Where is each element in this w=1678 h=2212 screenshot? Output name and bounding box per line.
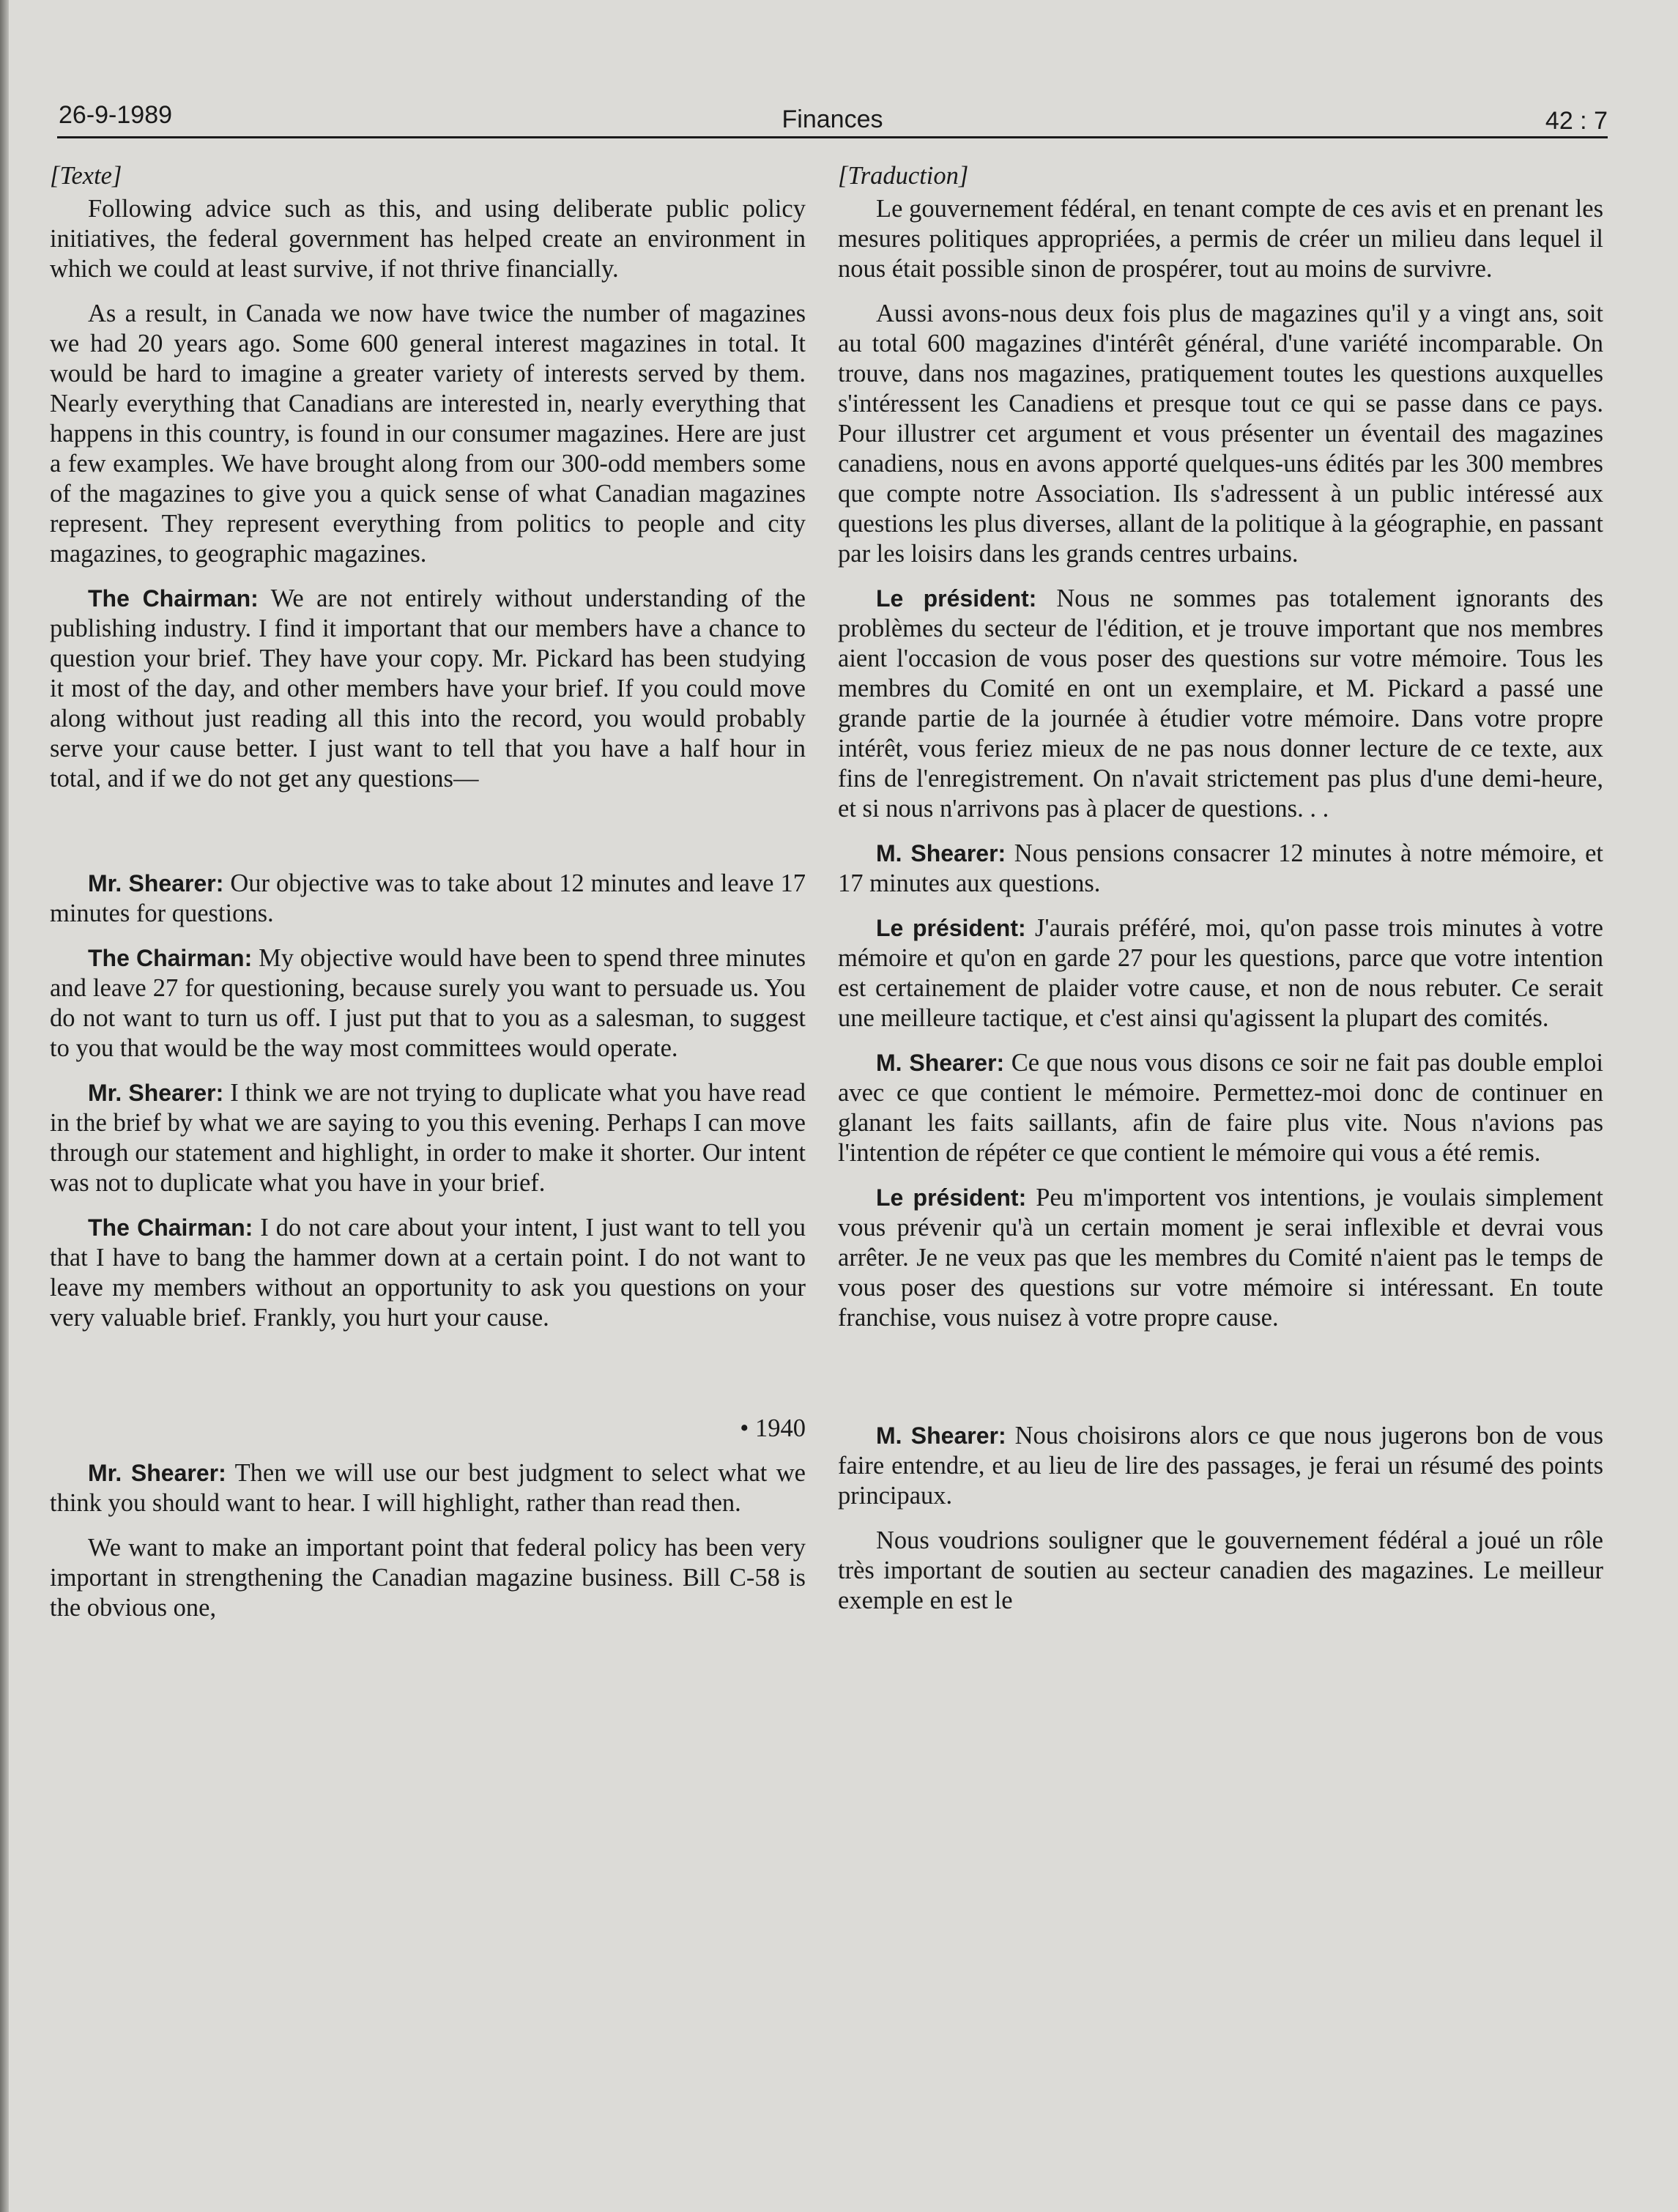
speaker-name: Le président:: [876, 585, 1037, 612]
paragraph: Following advice such as this, and using deliberate public policy initiatives, the federal government has helped create an environment in which we could at least survive, if not thrive financially.: [50, 195, 806, 283]
speech-paragraph: [50, 584, 806, 794]
paragraph: As a result, in Canada we now have twice the number of magazines we had 20 years ago. Some 600 general interest magazines in total. It would be hard to imagine a greater variety of interests served by them. Nearly everything that Canadians are interested in, nearly everything that happens in this country, is found in our consumer magazines. Here are just a few examples. We have brought along from our 300-odd members some of the magazines to give you a quick sense of what Canadian magazines represent. They represent everything from politics to people and city magazines, to geographic magazines.: [50, 300, 806, 568]
speech-paragraph: [838, 1183, 1603, 1333]
header-rule: [57, 136, 1608, 138]
speech-text: Then we will use our best judgment to select what we think you should want to hear. I will highlight, rather than read then.: [50, 1459, 806, 1517]
speech-text: Peu m'importent vos intentions, je voulais simplement vous prévenir qu'à un certain moment je serai inflexible et devrai vous arrêter. Je ne veux pas que les membres du Comité n'aient pas le temps de vous poser des questions sur votre mémoire si intéressant. En toute franchise, vous nuisez à votre propre cause.: [838, 1184, 1604, 1332]
speech-text: Nous choisirons alors ce que nous jugerons bon de vous faire entendre, et au lieu de lire des passages, je ferai un résumé des points principaux.: [838, 1422, 1604, 1510]
speech-paragraph: [50, 1213, 806, 1333]
speaker-name: M. Shearer:: [876, 1050, 1005, 1076]
speech-paragraph: [838, 839, 1603, 899]
speech-text: My objective would have been to spend three minutes and leave 27 for questioning, because surely you want to persuade us. You do not want to turn us off. I just put that to you as a salesman, to suggest to you that would be the way most committees would operate.: [50, 944, 806, 1062]
label-text: Texte: [59, 162, 112, 190]
speech-text: Our objective was to take about 12 minutes and leave 17 minutes for questions.: [50, 869, 806, 927]
speaker-name: Le président:: [876, 1184, 1027, 1211]
speaker-name: Mr. Shearer:: [88, 1460, 226, 1486]
binding-edge: [0, 0, 9, 2212]
speech-paragraph: [50, 869, 806, 929]
speech-paragraph: [50, 1078, 806, 1198]
speech-paragraph: [838, 584, 1603, 824]
speaker-name: The Chairman:: [88, 945, 253, 971]
speaker-name: Le président:: [876, 915, 1026, 941]
paragraph: Aussi avons-nous deux fois plus de magazines qu'il y a vingt ans, soit au total 600 magazines d'intérêt général, d'une variété incomparable. On trouve, dans nos magazines, pratiquement toutes les questions auxquelles s'intéressent les Canadiens et presque tout ce qui se passe dans ce pays. Pour illustrer cet argument et vous présenter un éventail des magazines canadiens, nous en avons apporté quelques-uns édités par les 300 membres que compte notre Association. Ils s'adressent à un public intéressé aux questions les plus diverses, allant de la politique à la géographie, en passant par les loisirs dans les grands centres urbains.: [838, 300, 1603, 568]
header-date: 26-9-1989: [59, 101, 173, 129]
speaker-name: Mr. Shearer:: [88, 870, 224, 897]
header-page-number: 42 : 7: [1545, 107, 1608, 135]
speech-text: I do not care about your intent, I just want to tell you that I have to bang the hammer down at a certain point. I do not want to leave my members without an opportunity to ask you questions on your very valuable brief. Frankly, you hurt your cause.: [50, 1214, 806, 1332]
speech-paragraph: [50, 1458, 806, 1518]
header-title: Finances: [782, 105, 883, 133]
speech-paragraph: [50, 943, 806, 1064]
timestamp: • 1940: [740, 1414, 806, 1442]
speech-text: Nous pensions consacrer 12 minutes à notre mémoire, et 17 minutes aux questions.: [838, 839, 1604, 897]
speech-paragraph: [838, 1048, 1603, 1168]
speech-text: Nous ne sommes pas totalement ignorants des problèmes du secteur de l'édition, et je trouve important que nos membres aient l'occasion de vous poser des questions sur votre mémoire. Tous les membres du Comité en ont un exemplaire, et M. Pickard a passé une grande partie de la journée à étudier votre mémoire. Dans votre propre intérêt, vous feriez mieux de ne pas nous donner lecture de ce texte, aux fins de l'enregistrement. On n'avait strictement pas plus d'une demi-heure, et si nous n'arrivons pas à placer de questions. . .: [838, 584, 1604, 823]
speaker-name: M. Shearer:: [876, 840, 1006, 866]
speaker-name: The Chairman:: [88, 1214, 253, 1241]
section-label-texte: [Texte]: [50, 162, 122, 190]
speech-paragraph: [838, 913, 1603, 1033]
paragraph: Nous voudrions souligner que le gouvernement fédéral a joué un rôle très important de soutien au secteur canadien des magazines. Le meilleur exemple en est le: [838, 1526, 1603, 1614]
speaker-name: The Chairman:: [88, 585, 259, 612]
speaker-name: M. Shearer:: [876, 1422, 1006, 1449]
speaker-name: Mr. Shearer:: [88, 1080, 224, 1106]
english-column: [50, 161, 806, 1638]
section-label-traduction: [Traduction]: [838, 162, 969, 190]
page-header: [57, 101, 1608, 139]
french-column: [838, 161, 1603, 1630]
label-text: Traduction: [847, 162, 959, 190]
speech-paragraph: [838, 1421, 1603, 1511]
speech-text: Ce que nous vous disons ce soir ne fait pas double emploi avec ce que contient le mémoire. Permettez-moi donc de continuer en glanant les faits saillants, afin de faire plus vite. Nous n'avions pas l'intention de répéter ce que contient le mémoire qui vous a été remis.: [838, 1049, 1604, 1167]
paragraph: Le gouvernement fédéral, en tenant compte de ces avis et en prenant les mesures politiques appropriées, a permis de créer un milieu dans lequel il nous était possible sinon de prospérer, tout au moins de survivre.: [838, 195, 1603, 283]
speech-text: J'aurais préféré, moi, qu'on passe trois minutes à votre mémoire et qu'on en garde 27 pour les questions, parce que votre intention est certainement de plaider votre cause, et non de nous rebuter. Ce serait une meilleure tactique, et c'est ainsi qu'agissent la plupart des comités.: [838, 914, 1603, 1032]
speech-text: We are not entirely without understanding of the publishing industry. I find it important that our members have a chance to question your brief. They have your copy. Mr. Pickard has been studying it most of the day, and other members have your brief. If you could move along without just reading all this into the record, you would probably serve your cause better. I just want to tell that you have a half hour in total, and if we do not get any questions—: [50, 584, 806, 793]
paragraph: We want to make an important point that federal policy has been very important in strengthening the Canadian magazine business. Bill C-58 is the obvious one,: [50, 1534, 806, 1622]
speech-text: I think we are not trying to duplicate what you have read in the brief by what we are saying to you this evening. Perhaps I can move through our statement and highlight, in order to make it shorter. Our intent was not to duplicate what you have in your brief.: [50, 1079, 806, 1197]
